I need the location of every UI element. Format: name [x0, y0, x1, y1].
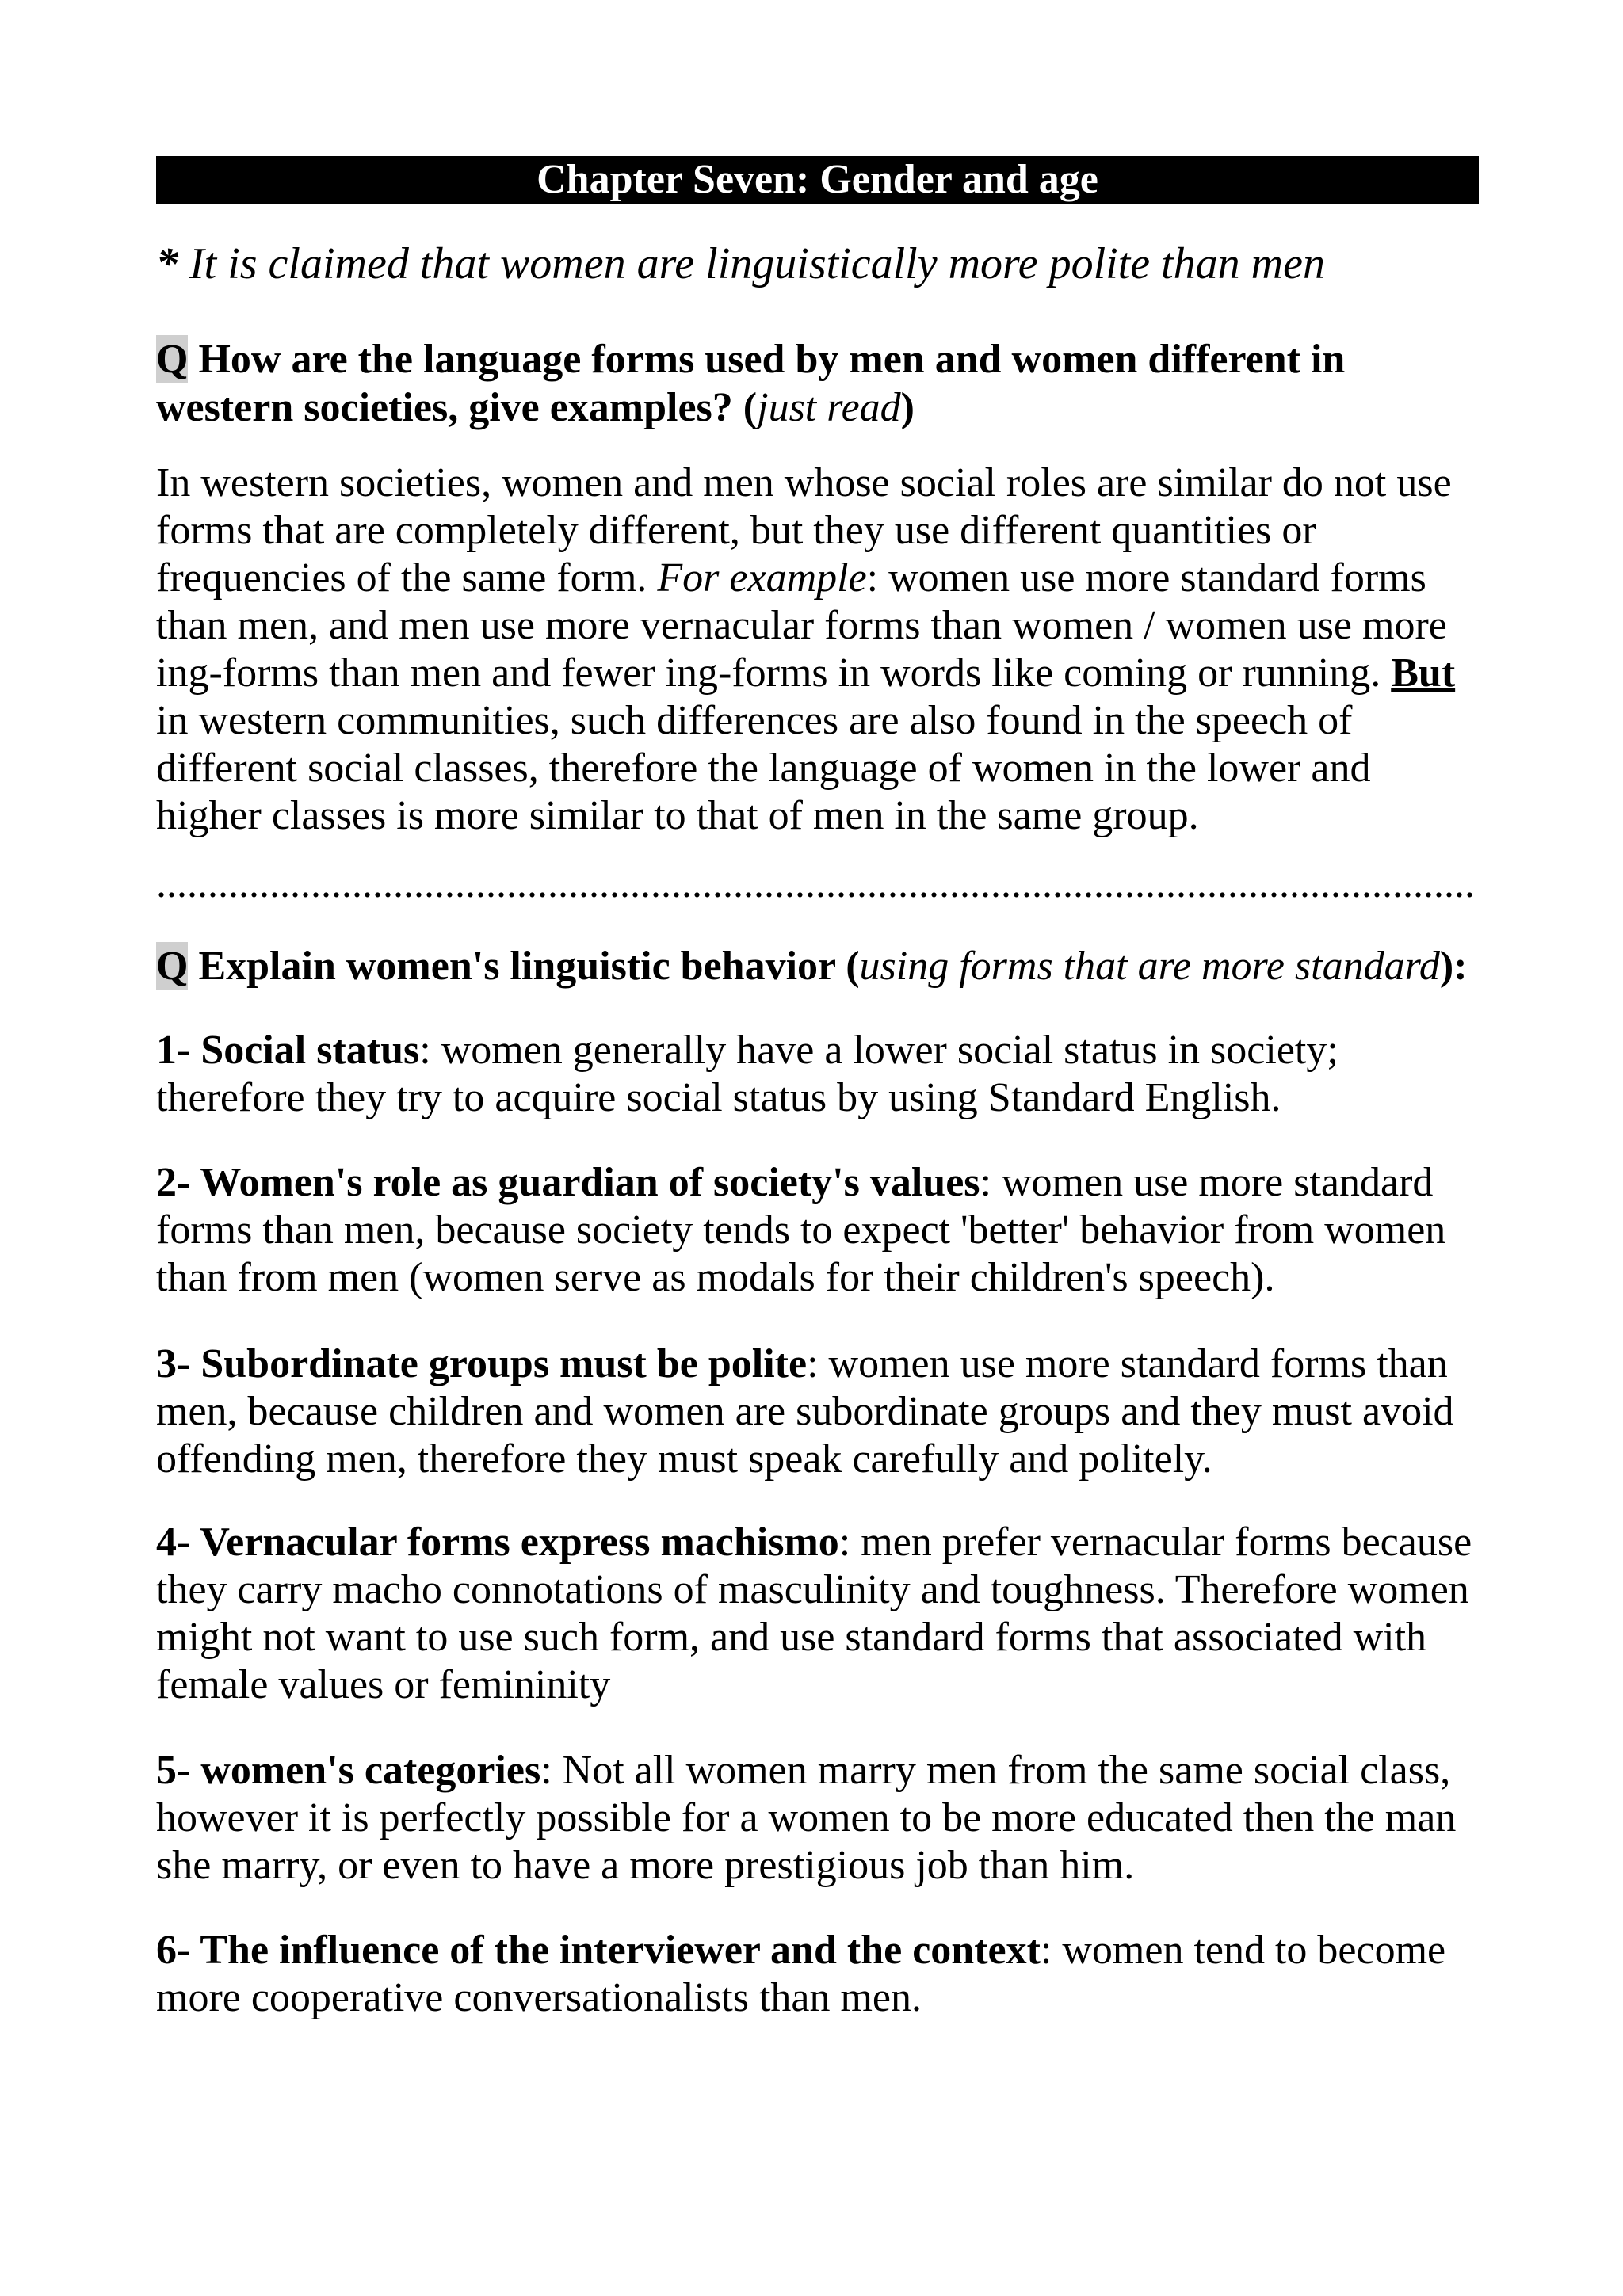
question-note: using forms that are more standard — [859, 944, 1440, 989]
reason-item-4 — [156, 1519, 1483, 1709]
question-text: How are the language forms used by men and women different in western societies, give examples? — [156, 337, 1346, 430]
note-close-paren: ): — [1439, 944, 1468, 989]
example-label: For example — [657, 555, 867, 601]
answer-text: in western communities, such differences are also found in the speech of different social classes, therefore the language of women in the lower and higher classes is more similar to that of men in the same group. — [156, 698, 1371, 838]
note-close-paren: ) — [900, 385, 915, 430]
claim-text: It is claimed that women are linguistically more polite than men — [189, 239, 1325, 288]
reason-text: : women use more standard forms than men, because society tends to expect 'better' behavior from women than from men (women serve as modals for their children's speech). — [156, 1160, 1446, 1300]
reason-text: : Not all women marry men from the same social class, however it is perfectly possible for a women to be more educated then the man she marry, or even to have a more prestigious job than him. — [156, 1748, 1457, 1888]
question-text: Explain women's linguistic behavior — [198, 944, 836, 989]
reason-label: 3- Subordinate groups must be polite — [156, 1341, 808, 1386]
chapter-title: Chapter Seven: Gender and age — [537, 157, 1098, 202]
note-open-paren: ( — [846, 944, 860, 989]
reason-item-6 — [156, 1927, 1483, 2022]
reason-label: 6- The influence of the interviewer and the context — [156, 1928, 1041, 1973]
emphasis-but: But — [1391, 650, 1456, 696]
question-1 — [156, 335, 1483, 432]
reason-item-2 — [156, 1159, 1483, 1302]
answer-text: : women use more standard forms than men, and men use more vernacular forms than women / women use more ing-forms than men and fewer ing-forms in words like coming or running. — [156, 555, 1447, 696]
reason-text: : men prefer vernacular forms because they carry macho connotations of masculinity and toughness. Therefore women might not want to use such form, and use standard forms that associated with female values or femininity — [156, 1520, 1472, 1707]
reason-item-1 — [156, 1027, 1483, 1122]
answer-1 — [156, 460, 1483, 840]
reason-item-3 — [156, 1341, 1483, 1483]
question-marker: Q — [156, 337, 189, 382]
separator-dots: ................................................................................................................................ — [156, 861, 1475, 906]
answer-text: In western societies, women and men whose social roles are similar do not use forms that are completely different, but they use different quantities or frequencies of the same form. — [156, 460, 1452, 601]
reason-text: : women use more standard forms than men, because children and women are subordinate groups and they must avoid offending men, therefore they must speak carefully and politely. — [156, 1341, 1454, 1482]
reason-label: 2- Women's role as guardian of society's values — [156, 1160, 980, 1205]
claim-line — [156, 238, 1483, 289]
reason-label: 4- Vernacular forms express machismo — [156, 1520, 839, 1565]
question-note: just read — [757, 385, 901, 430]
question-2 — [156, 943, 1483, 990]
reason-label: 5- women's categories — [156, 1748, 541, 1793]
reason-text: : women generally have a lower social status in society; therefore they try to acquire social status by using Standard English. — [156, 1028, 1338, 1120]
star-marker: * — [156, 239, 178, 288]
chapter-title-bar — [156, 156, 1479, 204]
reason-label: 1- Social status — [156, 1028, 420, 1073]
question-marker: Q — [156, 944, 189, 989]
reason-text: : women tend to become more cooperative conversationalists than men. — [156, 1928, 1446, 2020]
note-open-paren: ( — [743, 385, 758, 430]
reason-item-5 — [156, 1747, 1483, 1890]
